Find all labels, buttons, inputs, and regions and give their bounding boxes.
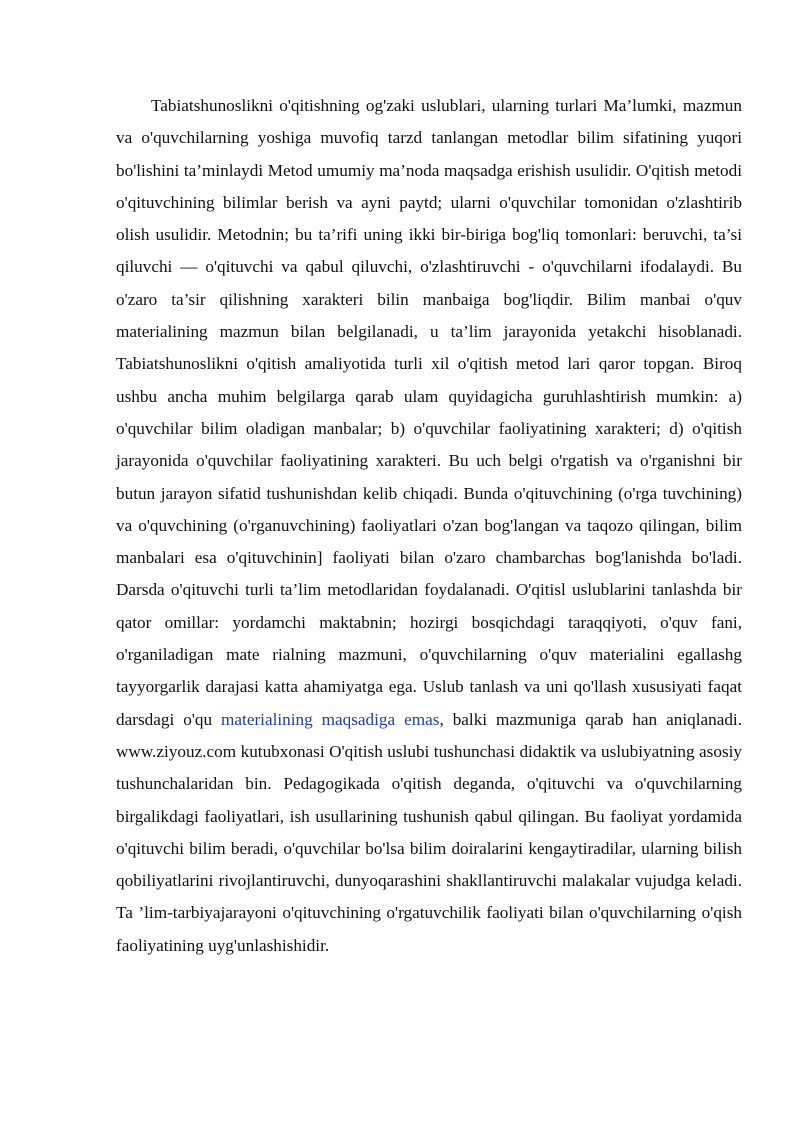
paragraph-text-start: Tabiatshunoslikni o'qitishning og'zaki uslublari, ularning turlari Ma’lumki, mazmun va o'quvchilarning yoshiga muvofiq tarzd tanlangan metodlar bilim sifatining yuqori bo'lishini ta’minlaydi Metod umumiy ma’noda maqsadga erishish usulidir. O'qitish metodi o'qituvchining bilimlar berish va ayni paytd; ularni o'quvchilar tomonidan o'zlashtirib olish usulidir. Metodnin; bu ta’rifi uning ikki bir-biriga bog'liq tomonlari: beruvchi, ta’si qiluvchi — o'qituvchi va qabul qiluvchi, o'zlashtiruvchi - o'quvchilarni ifodalaydi. Bu o'zaro ta’sir qilishning xarakteri bilin manbaiga bog'liqdir. Bilim manbai o'quv materialining mazmun bilan belgilanadi, u ta’lim jarayonida yetakchi hisoblanadi. Tabiatshunoslikni o'qitish amaliyotida turli xil o'qitish metod lari qaror topgan. Biroq ushbu ancha muhim belgilarga qarab ulam quyidagicha guruhlashtirish mumkin: a) o'quvchilar bilim oladigan manbalar; b) o'quvchilar faoliyatining xarakteri; d) o'qitish jarayonida o'quvchilar faoliyatining xarakteri. Bu uch belgi o'rgatish va o'rganishni bir butun jarayon sifatid tushunishdan kelib chiqadi. Bunda o'qituvchining (o'rga tuvchining) va o'quvchining (o'rganuvchining) faoliyatlari o'zan bog'langan va taqozo qilingan, bilim manbalari esa o'qituvchinin] faoliyati bilan o'zaro chambarchas bog'lanishda bo'ladi. Darsda o'qituvchi turli ta’lim metodlaridan foydalanadi. O'qitisl uslublarini tanlashda bir qator omillar: yordamchi maktabnin; hozirgi bosqichdagi taraqqiyoti, o'quv fani, o'rganiladigan mate rialning mazmuni, o'quvchilarning o'quv materialini egallashg tayyorgarlik darajasi katta ahamiyatga ega. Uslub tanlash va uni qo'llash xususiyati faqat darsdagi o'qu (116, 96, 742, 729)
document-page (116, 90, 742, 962)
highlighted-link[interactable]: materialining maqsadiga emas (221, 709, 440, 729)
paragraph-text-end: , balki mazmuniga qarab han aniqlanadi. www.ziyouz.com kutubxonasi O'qitish uslubi tushunchasi didaktik va uslubiyatning asosiy tushunchalaridan bin. Pedagogikada o'qitish deganda, o'qituvchi va o'quvchilarning birgalikdagi faoliyatlari, ish usullarining tushunish qabul qilingan. Bu faoliyat yordamida o'qituvchi bilim beradi, o'quvchilar bo'lsa bilim doiralarini kengaytiradilar, ularning bilish qobiliyatlarini rivojlantiruvchi, dunyoqarashini shakllantiruvchi malakalar vujudga keladi. Ta ’lim-tarbiyajarayoni o'qituvchining o'rgatuvchilik faoliyati bilan o'quvchilarning o'qish faoliyatining uyg'unlashishidir. (116, 709, 742, 955)
body-paragraph (116, 90, 742, 962)
